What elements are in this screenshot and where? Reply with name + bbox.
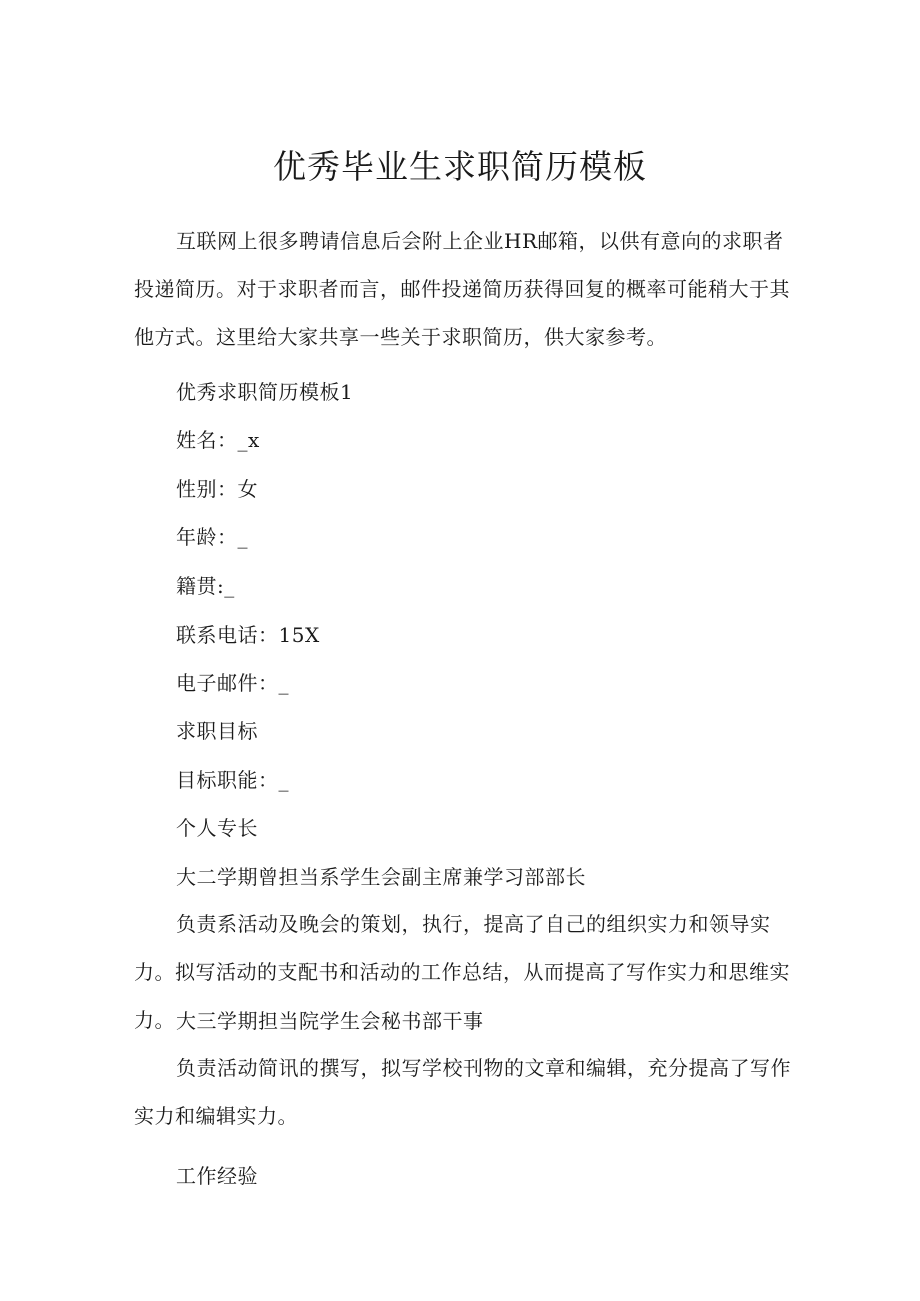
name-line: 姓名：_x	[176, 428, 260, 452]
target-function-line: 目标职能：_	[176, 768, 289, 792]
section-heading: 优秀求职简历模板1	[176, 380, 354, 404]
sophomore-role: 大二学期曾担当系学生会副主席兼学习部部长	[176, 865, 586, 889]
phone-line: 联系电话：15X	[176, 623, 320, 647]
specialty-heading: 个人专长	[176, 816, 258, 840]
junior-role: 大三学期担当院学生会秘书部干事	[176, 1009, 484, 1033]
email-line: 电子邮件：_	[176, 671, 289, 695]
junior-description: 负责活动简讯的撰写，拟写学校刊物的文章和编辑，充分提高了写作实力和编辑实力。	[134, 1056, 791, 1128]
intro-paragraph: 互联网上很多聘请信息后会附上企业HR邮箱，以供有意向的求职者投递简历。对于求职者而言，邮件投递简历获得回复的概率可能稍大于其他方式。这里给大家共享一些关于求职简历，供大家参考。	[134, 229, 790, 349]
gender-line: 性别：女	[176, 477, 258, 501]
sophomore-description: 负责系活动及晚会的策划，执行，提高了自己的组织实力和领导实力。拟写活动的支配书和活动的工作总结，从而提高了写作实力和思维实力。	[134, 912, 790, 1032]
age-line: 年龄：_	[176, 525, 248, 549]
document-title: 优秀毕业生求职简历模板	[273, 147, 647, 186]
objective-heading: 求职目标	[176, 719, 258, 743]
hometown-line: 籍贯:_	[176, 574, 235, 598]
work-experience-heading: 工作经验	[176, 1164, 258, 1188]
